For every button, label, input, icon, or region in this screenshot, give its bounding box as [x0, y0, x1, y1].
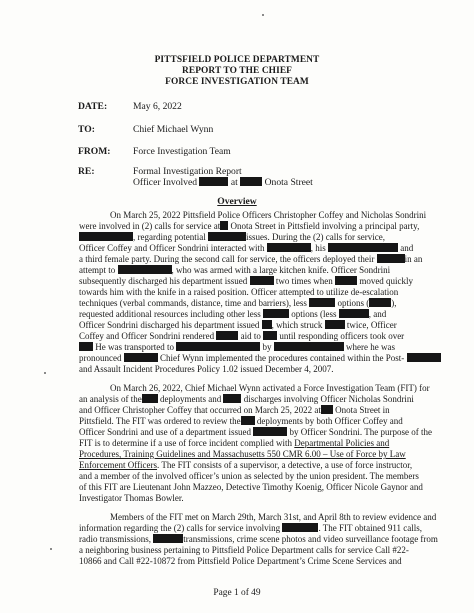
redaction-box [325, 320, 345, 329]
scan-speck [50, 548, 52, 550]
redaction-box [377, 254, 405, 263]
text-run: , who was armed with a large kitchen knife. Officer Sondrini [171, 265, 391, 275]
p1-line [79, 276, 414, 287]
to-label: TO: [78, 124, 95, 135]
p3-line: 10866 and Call #22-10872 from Pittsfield Police Department’s Crime Scene Services and [79, 556, 402, 566]
p1-line [79, 320, 409, 331]
text-run: by Officer Sondrini. The purpose of the [289, 427, 432, 437]
text-run: Enforcement Officers [79, 460, 158, 470]
text-run: information regarding the (2) calls for service involving [79, 523, 281, 533]
redaction-box [267, 243, 311, 252]
redaction-box [263, 309, 289, 318]
text-run: and Officer Christopher Coffey that occurred on March 25, 2022 at [79, 405, 321, 415]
department-heading: PITTSFIELD POLICE DEPARTMENT [154, 55, 320, 65]
redaction-box [79, 342, 93, 351]
re-officer-involved: Officer Involved [133, 177, 198, 188]
redaction-box [263, 331, 277, 340]
p1-line [79, 353, 409, 364]
redaction-box [124, 353, 158, 362]
text-run: deployments and [159, 394, 222, 404]
p1-line [79, 342, 409, 353]
section-title-overview: Overview [217, 196, 257, 207]
redaction-box [176, 342, 260, 351]
p2-line [79, 438, 409, 449]
text-run: options ( [337, 298, 370, 308]
redaction-box [118, 265, 172, 274]
text-run: , which struck [271, 320, 323, 330]
from-label: FROM: [78, 146, 111, 157]
p3-line: a neighboring business pertaining to Pittsfield Police Department calls for service Call #22- [79, 545, 409, 555]
text-run: attempt to [79, 265, 116, 275]
p2-line: On March 26, 2022, Chief Michael Wynn activated a Force Investigation Team (FIT) for [110, 383, 430, 393]
p3-line [79, 534, 438, 545]
text-run: where he was [345, 342, 395, 352]
redaction-box [274, 342, 344, 351]
text-run: pronounced [79, 353, 122, 363]
text-run: . The FIT consists of a supervisor, a detective, a use of force instructor, [157, 460, 413, 470]
text-run: a third female party. During the second call for service, the officers deployed their [79, 254, 375, 264]
date-value: May 6, 2022 [133, 101, 182, 112]
text-run: Officer Sondrini discharged his department issued [79, 320, 260, 330]
redaction-box [328, 243, 398, 252]
text-run: Officer Coffey and Officer Sondrini interacted with [79, 243, 265, 253]
p2-line [79, 427, 432, 438]
text-run: He was transported to [95, 342, 174, 352]
text-run: discharges involving Officer Nicholas Sondrini [243, 394, 414, 404]
date-label: DATE: [78, 101, 108, 112]
text-run: Coffey and Officer Sondrini rendered [79, 331, 215, 341]
redaction-box [220, 221, 228, 230]
p1-line [79, 331, 409, 342]
text-run: twice, Officer [346, 320, 397, 330]
re-street: Onota Street [264, 177, 313, 188]
p2-line: of this FIT are Lieutenant John Mazzeo, Detective Timothy Koenig, Officer Nicole Gaynor and [79, 482, 423, 492]
p1-line [79, 298, 409, 309]
text-run: aid to [240, 331, 261, 341]
p1-line: towards him with the knife in a raised position. Officer attempted to utilize de-escalation [79, 287, 399, 297]
text-run: two times when [275, 276, 333, 286]
text-run: until responding officers took over [279, 331, 405, 341]
p1-line [79, 221, 420, 232]
text-run: , his [310, 243, 326, 253]
text-run: and [400, 243, 414, 253]
re-value-line2 [133, 177, 313, 188]
scan-speck [262, 14, 264, 16]
text-run: , and [368, 309, 387, 319]
redaction-box [79, 232, 133, 241]
text-run: Onota Street in [335, 405, 390, 415]
text-run: moved quickly [359, 276, 414, 286]
redaction-box [153, 534, 183, 543]
redaction-box [369, 298, 391, 307]
page-number: Page 1 of 49 [213, 588, 261, 598]
p2-line [79, 449, 409, 460]
redaction-box [253, 427, 287, 436]
p3-line: Members of the FIT met on March 29th, March 31st, and April 8th to review evidence and [110, 512, 437, 522]
p2-line: Investigator Thomas Bowler. [79, 493, 184, 503]
text-run: an analysis of the [79, 394, 142, 404]
p1-line [79, 254, 423, 265]
to-value: Chief Michael Wynn [133, 124, 214, 135]
p1-line [79, 309, 409, 320]
p1-line: and Assault Incident Procedures Policy 1.02 issued December 4, 2007. [79, 364, 334, 374]
redaction-box [216, 331, 238, 340]
p1-line [79, 265, 409, 276]
text-run: subsequently discharged his department issued [79, 276, 248, 286]
p1-line: On March 25, 2022 Pittsfield Police Officers Christopher Coffey and Nicholas Sondrini [110, 210, 427, 220]
re-label: RE: [78, 166, 95, 177]
text-run: Procedures, Training Guidelines and Massachusetts 550 CMR 6.00 – Use of Force by Law [79, 449, 406, 459]
text-run: in an [404, 254, 423, 264]
redaction-box [240, 177, 262, 186]
p2-line [79, 394, 414, 405]
redaction-box [282, 523, 318, 532]
text-run: Departmental Policies and [294, 438, 390, 448]
text-run: Onota Street in Pittsfield involving a principal party, [230, 221, 420, 231]
redaction-box [407, 353, 441, 362]
redaction-box [199, 177, 228, 186]
re-at: at [230, 177, 238, 188]
text-run: Officer Sondrini and use of a department issued [79, 427, 252, 437]
redaction-box [208, 232, 246, 241]
p3-line [79, 523, 423, 534]
text-run: transmissions, crime scene photos and video surveillance footage from [183, 534, 438, 544]
p2-line: and a member of the involved officer’s union as selected by the union president. The members [79, 471, 419, 481]
text-run: were involved in (2) calls for service at [79, 221, 221, 231]
team-heading: FORCE INVESTIGATION TEAM [165, 77, 309, 87]
p2-line [79, 460, 413, 471]
re-value-line1: Formal Investigation Report [133, 166, 242, 177]
text-run: FIT is to determine if a use of force incident complied with [79, 438, 295, 448]
redaction-box [309, 298, 335, 307]
p2-line [79, 405, 409, 416]
redaction-box [335, 276, 357, 285]
p1-line [79, 243, 414, 254]
text-run: deployments by both Officer Coffey and [256, 416, 403, 426]
scan-speck [44, 372, 46, 374]
text-run: techniques (verbal commands, distance, time and barriers), less [79, 298, 307, 308]
text-run: , regarding potential [133, 232, 206, 242]
text-run: issues. During the (2) calls for service, [245, 232, 385, 242]
redaction-box [142, 394, 158, 403]
from-value: Force Investigation Team [133, 146, 231, 157]
report-heading: REPORT TO THE CHIEF [181, 66, 293, 76]
redaction-box [223, 394, 241, 403]
text-run: requested additional resources including other less [79, 309, 261, 319]
text-run: options (less [291, 309, 337, 319]
text-run: by [262, 342, 272, 352]
text-run: ), [391, 298, 397, 308]
redaction-box [262, 320, 272, 329]
redaction-box [250, 276, 274, 285]
redaction-box [241, 416, 255, 425]
text-run: Pittsfield. The FIT was ordered to review the [79, 416, 241, 426]
p2-line [79, 416, 409, 427]
text-run: . The FIT obtained 911 calls, [318, 523, 423, 533]
text-run: Chief Wynn implemented the procedures contained within the Post- [160, 353, 405, 363]
p1-line [79, 232, 409, 243]
redaction-box [339, 309, 369, 318]
redaction-box [321, 405, 333, 414]
text-run: radio transmissions, [79, 534, 151, 544]
